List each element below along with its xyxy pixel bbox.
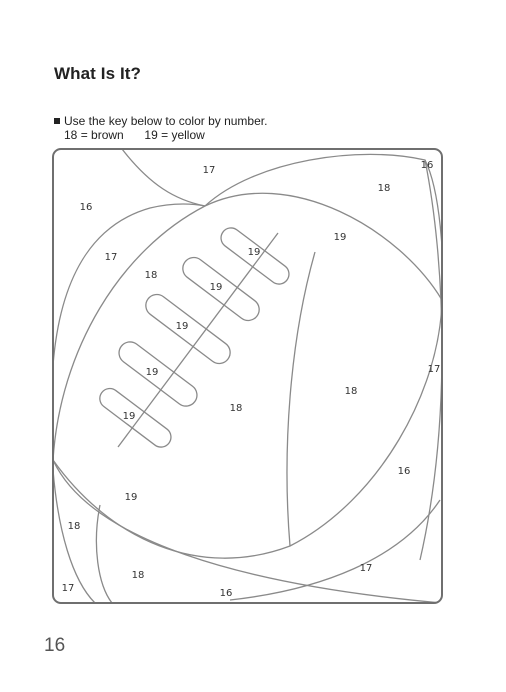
region-number-r22: 16 bbox=[219, 588, 233, 599]
region-number-r3: 18 bbox=[377, 183, 391, 194]
region-number-r14: 18 bbox=[344, 386, 358, 397]
region-number-r18: 18 bbox=[67, 521, 81, 532]
region-number-r20: 18 bbox=[131, 570, 145, 581]
region-number-r9: 19 bbox=[209, 282, 223, 293]
region-number-r17: 19 bbox=[124, 492, 138, 503]
curve-bottom-sweep bbox=[53, 460, 442, 603]
region-number-r5: 19 bbox=[333, 232, 347, 243]
curve-top-left bbox=[122, 149, 205, 206]
region-number-labels bbox=[62, 160, 441, 599]
region-number-r1: 17 bbox=[202, 165, 216, 176]
artwork-frame bbox=[53, 149, 442, 603]
football-seam-right bbox=[287, 252, 315, 546]
region-number-r2: 16 bbox=[420, 160, 434, 171]
region-number-r6: 17 bbox=[104, 252, 118, 263]
region-number-r8: 19 bbox=[247, 247, 261, 258]
curve-top-right bbox=[202, 154, 443, 300]
curve-right-drop bbox=[420, 160, 442, 560]
region-number-r13: 18 bbox=[229, 403, 243, 414]
curve-bottom-right bbox=[230, 500, 440, 600]
drawing-lines bbox=[53, 149, 443, 603]
region-number-r21: 17 bbox=[61, 583, 75, 594]
page-number: 16 bbox=[44, 635, 66, 656]
football-seam-center bbox=[118, 233, 278, 447]
key-equals: = bbox=[80, 128, 92, 142]
region-number-r16: 16 bbox=[397, 466, 411, 477]
region-number-r10: 19 bbox=[175, 321, 189, 332]
region-number-r15: 17 bbox=[427, 364, 441, 375]
lace-5 bbox=[96, 385, 175, 452]
curve-left-hill bbox=[53, 204, 205, 365]
region-number-r4: 16 bbox=[79, 202, 93, 213]
region-number-r7: 18 bbox=[144, 270, 158, 281]
instruction-text: Use the key below to color by number. bbox=[64, 114, 268, 128]
key-color-brown: brown bbox=[91, 128, 124, 142]
region-number-r11: 19 bbox=[145, 367, 159, 378]
key-number-18: 18 bbox=[64, 128, 78, 142]
page-title: What Is It? bbox=[54, 64, 142, 83]
key-equals: = bbox=[161, 128, 172, 142]
key-number-19: 19 bbox=[144, 128, 158, 142]
region-number-r12: 19 bbox=[122, 411, 136, 422]
region-number-r19: 17 bbox=[359, 563, 373, 574]
key-color-yellow: yellow bbox=[171, 128, 205, 142]
